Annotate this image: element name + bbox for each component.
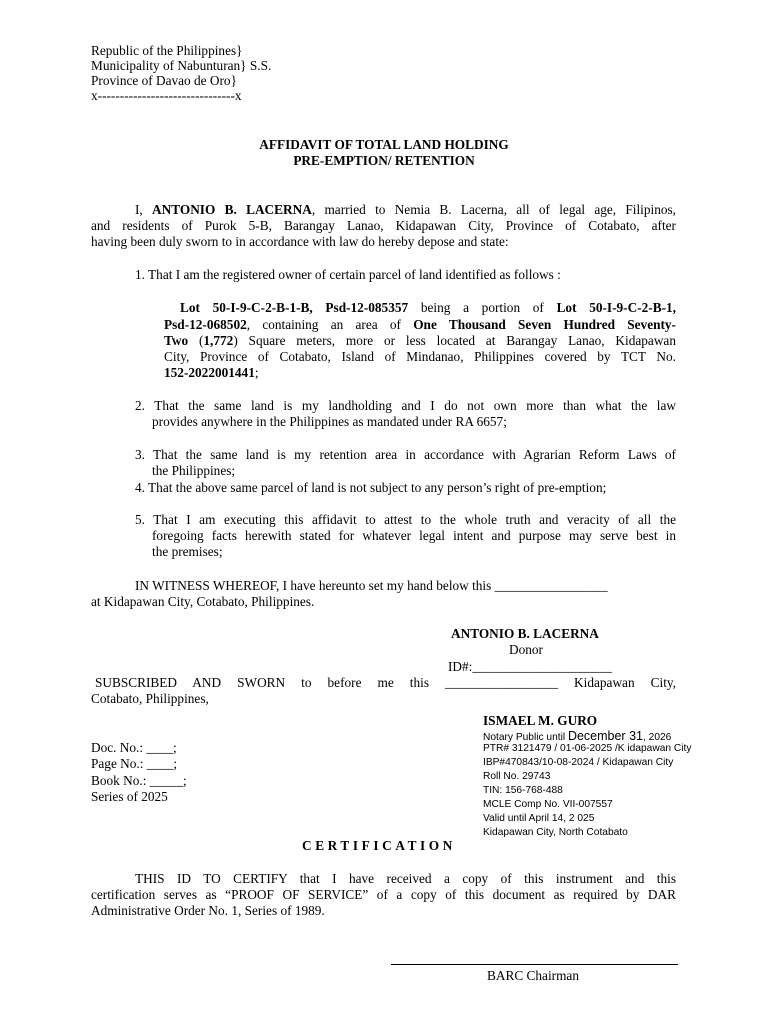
lot-line-5: 152-2022001441; [164,365,259,380]
notary-ibp: IBP#470843/10-08-2024 / Kidapawan City [483,757,674,768]
document-subtitle: PRE-EMPTION/ RETENTION [293,153,475,168]
header-line-province: Province of Davao de Oro} [91,73,237,88]
notary-commission: Notary Public until December 31, 2026 [483,729,672,743]
signer-id-field: ID#:_____________________ [448,659,612,674]
item-3-line-1: 3. That the same land is my retention area in accordance with Agrarian Reform Laws of [135,447,676,462]
page-number: Page No.: ____; [91,756,178,771]
lot-line-1: Lot 50-I-9-C-2-B-1-B, Psd-12-085357 being a portion of Lot 50-I-9-C-2-B-1, [180,300,676,315]
chairman-signature-line [391,964,678,965]
item-4: 4. That the above same parcel of land is not subject to any person’s right of pre-emption; [135,480,607,495]
intro-line-1: I, ANTONIO B. LACERNA, married to Nemia B. Lacerna, all of legal age, Filipinos, [135,202,677,217]
certification-line-2: certification serves as “PROOF OF SERVICE” of a copy of this document as required by DAR [91,887,676,902]
item-2-line-1: 2. That the same land is my landholding and I do not own more than what the law [135,398,676,413]
item-2-line-2: provides anywhere in the Philippines as mandated under RA 6657; [152,414,507,429]
witness-line-1: IN WITNESS WHEREOF, I have hereunto set my hand below this _________________ [135,578,608,593]
series-year: Series of 2025 [91,789,168,804]
item-1: 1. That I am the registered owner of certain parcel of land identified as follows : [135,267,561,282]
lot-line-4: City, Province of Cotabato, Island of Mindanao, Philippines covered by TCT No. [164,349,676,364]
doc-number: Doc. No.: ____; [91,740,177,755]
chairman-title: BARC Chairman [487,968,579,983]
item-5-line-2: foregoing facts herewith stated for whatever legal intent and purpose may serve best in [152,528,676,543]
lot-line-2: Psd-12-068502, containing an area of One Thousand Seven Hundred Seventy- [164,317,676,332]
sworn-line-1: SUBSCRIBED AND SWORN to before me this _________________ Kidapawan City, [95,675,676,690]
header-line-municipality: Municipality of Nabunturan} S.S. [91,58,272,73]
notary-ptr: PTR# 3121479 / 01-06-2025 /K idapawan City [483,743,692,754]
signer-role: Donor [509,642,543,657]
item-3-line-2: the Philippines; [152,463,236,478]
notary-address: Kidapawan City, North Cotabato [483,827,628,838]
notary-roll: Roll No. 29743 [483,771,551,782]
certification-line-1: THIS ID TO CERTIFY that I have received a copy of this instrument and this [135,871,676,886]
signer-name: ANTONIO B. LACERNA [451,626,599,641]
item-5-line-3: the premises; [152,544,223,559]
book-number: Book No.: _____; [91,773,187,788]
intro-line-2: and residents of Purok 5-B, Barangay Lanao, Kidapawan City, Province of Cotabato, after [91,218,676,233]
notary-mcle: MCLE Comp No. VII-007557 [483,799,613,810]
witness-line-2: at Kidapawan City, Cotabato, Philippines. [91,594,315,609]
document-title: AFFIDAVIT OF TOTAL LAND HOLDING [259,137,509,152]
notary-tin: TIN: 156-768-488 [483,785,563,796]
notary-name: ISMAEL M. GURO [483,713,598,728]
affiant-name: ANTONIO B. LACERNA [152,202,312,217]
intro-line-3: having been duly sworn to in accordance with law do hereby depose and state: [91,234,509,249]
certification-title: CERTIFICATION [302,838,456,853]
lot-line-3: Two (1,772) Square meters, more or less located at Barangay Lanao, Kidapawan [164,333,676,348]
notary-mcle-validity: Valid until April 14, 2 025 [483,813,595,824]
certification-line-3: Administrative Order No. 1, Series of 1989. [91,903,325,918]
item-5-line-1: 5. That I am executing this affidavit to attest to the whole truth and veracity of all the [135,512,676,527]
header-line-republic: Republic of the Philippines} [91,43,243,58]
sworn-line-2: Cotabato, Philippines, [91,691,209,706]
header-line-separator: x-------------------------------x [91,88,242,103]
